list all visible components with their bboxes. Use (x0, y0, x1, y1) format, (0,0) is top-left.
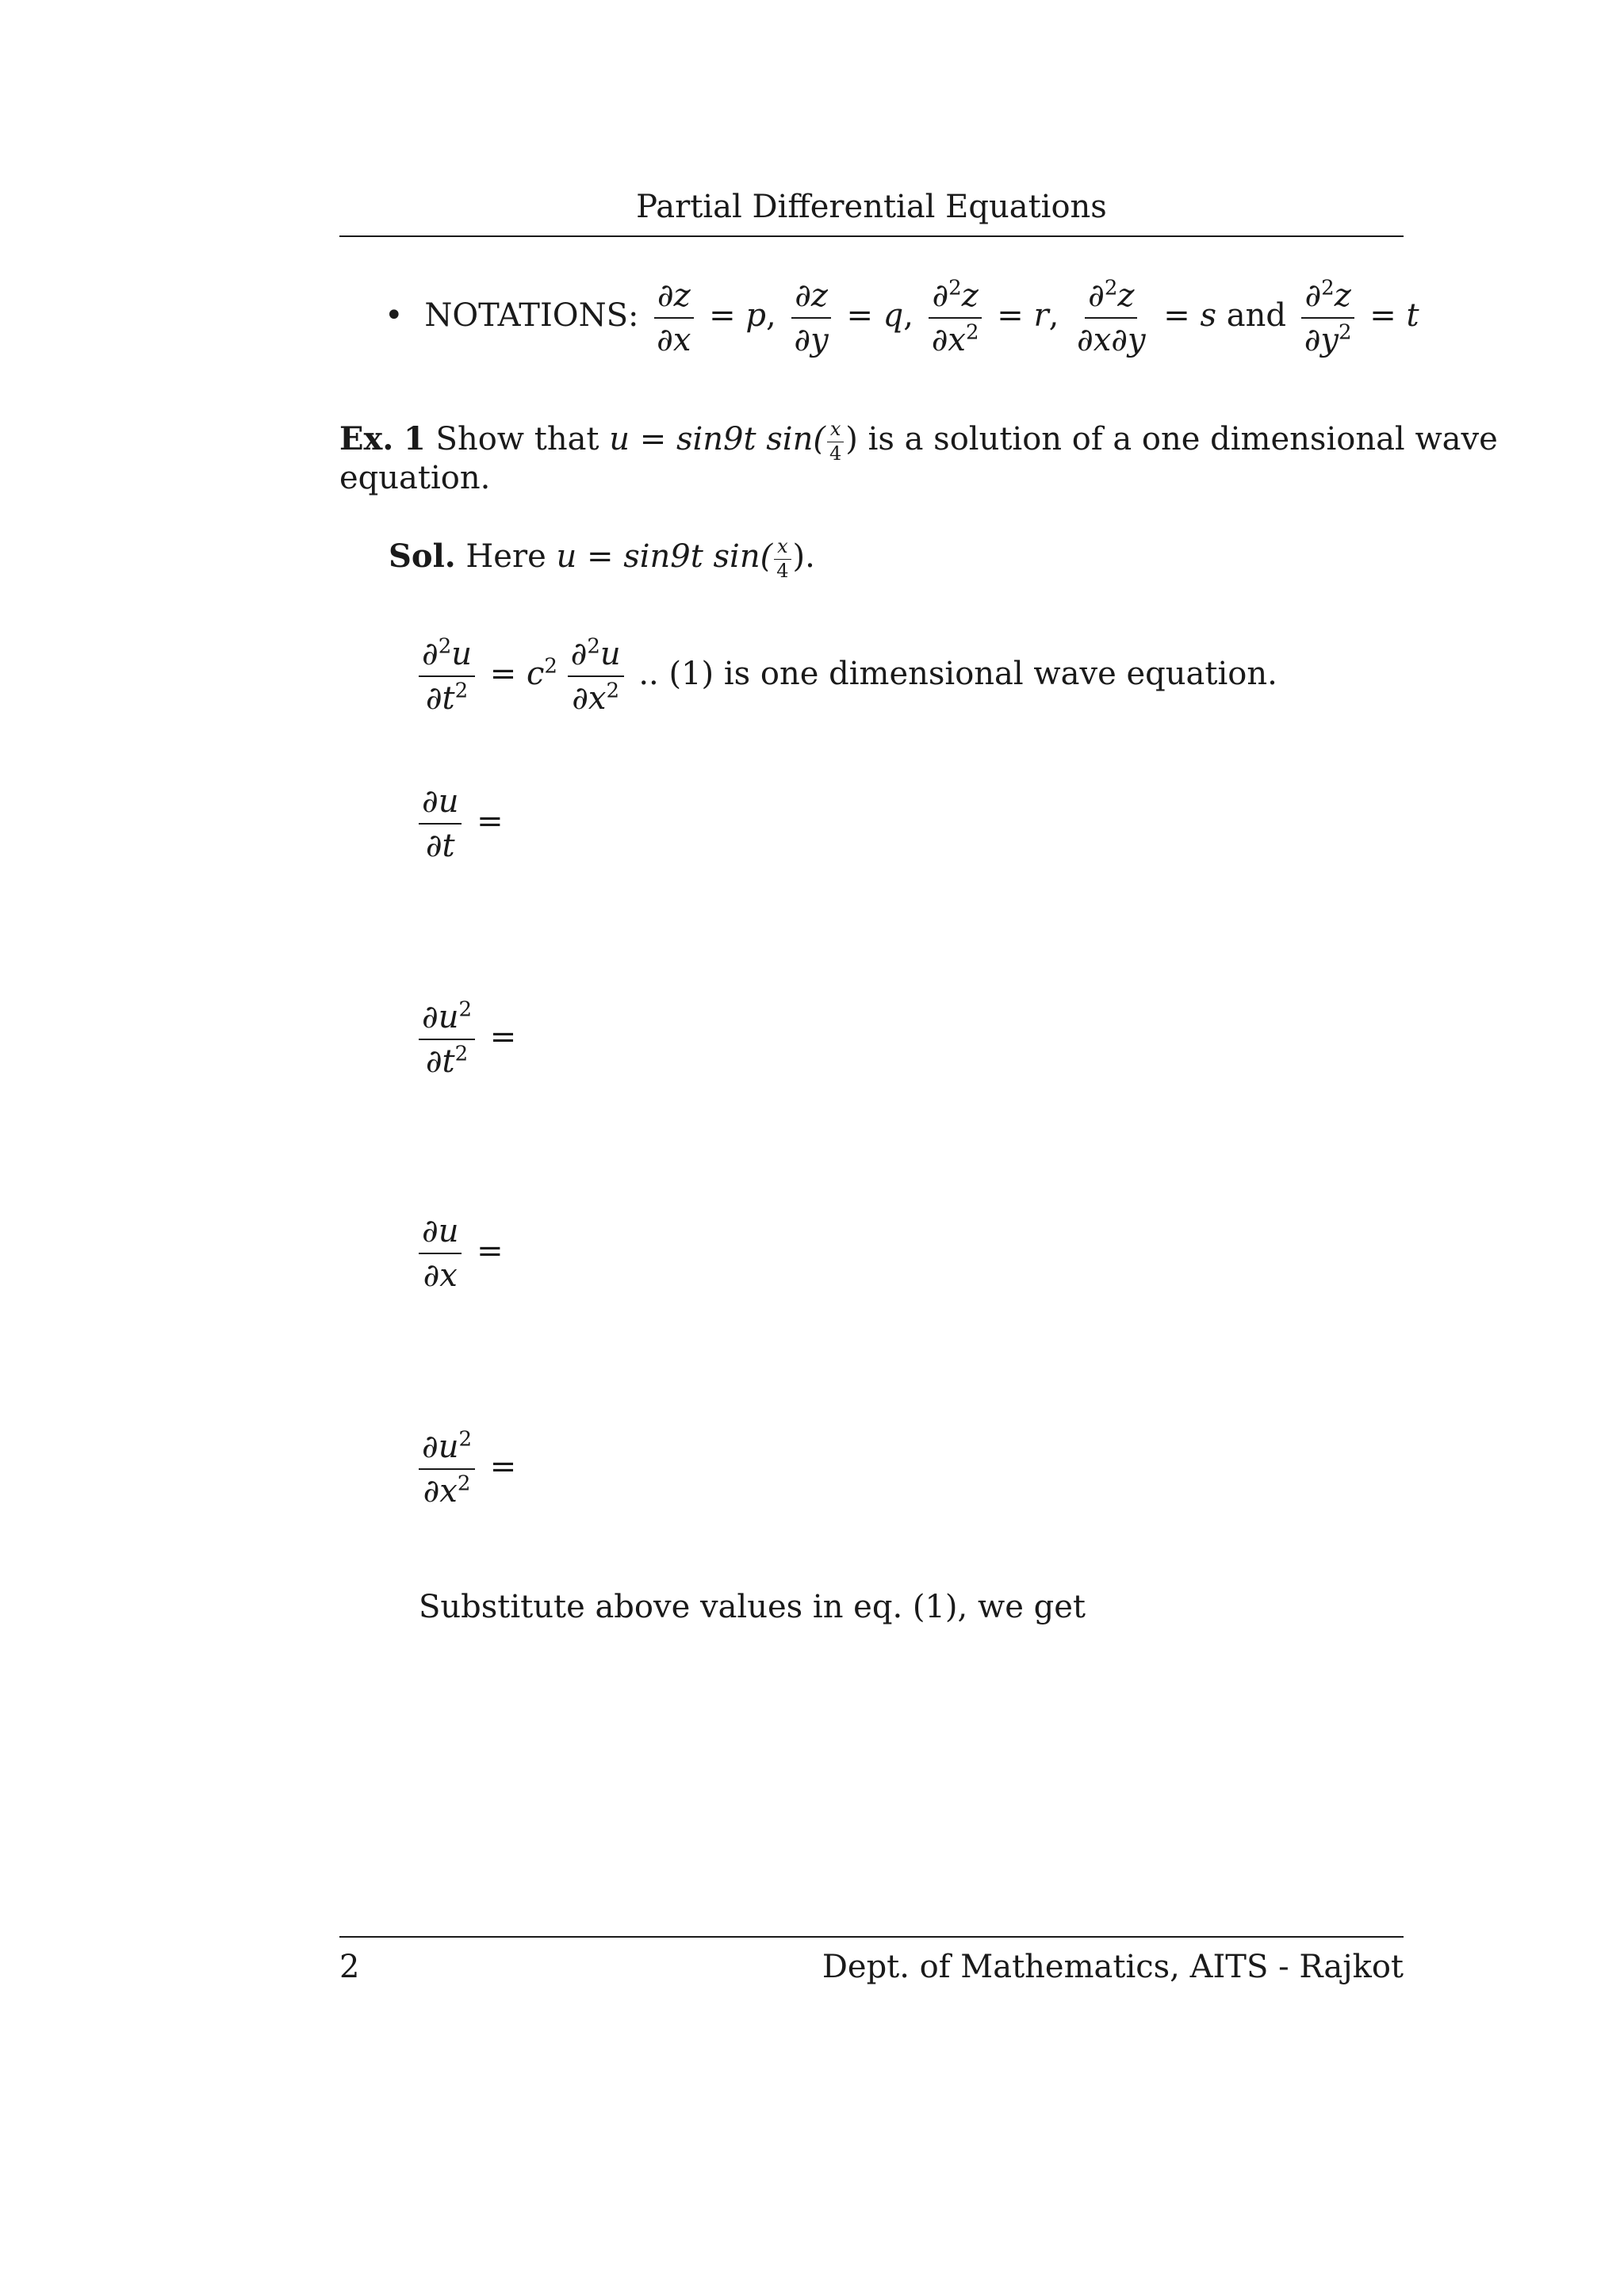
d2u-dx2-fraction: $\frac{\partial^2u}{\partial x^2}$ (568, 636, 624, 717)
substitute-text: Substitute above values in eq. (1), we get (419, 1589, 1086, 1625)
du2-dx2-fraction: $\frac{\partial u^2}{\partial x^2}$ (419, 1429, 475, 1510)
step-du2-dt2: $\frac{\partial u^2}{\partial t^2}$ = (419, 999, 516, 1080)
d2z-dx2-fraction: $\frac{\partial^2z}{\partial x^2}$ (929, 277, 982, 358)
example-line-2: equation. (339, 460, 491, 496)
d2z-dy2-fraction: $\frac{\partial^2z}{\partial y^2}$ (1301, 277, 1355, 358)
d2u-dt2-fraction: $\frac{\partial^2u}{\partial t^2}$ (419, 636, 475, 717)
footer-rule (339, 1936, 1404, 1938)
example-number: 1 (403, 420, 426, 458)
du-dx-fraction: $\frac{\partial u}{\partial x}$ (419, 1213, 462, 1294)
page-number: 2 (339, 1949, 360, 1985)
d2z-dxdy-fraction: $\frac{\partial^2z}{\partial x\partial y}$ (1077, 276, 1146, 358)
dz-dy-fraction: $\frac{\partial z}{\partial y}$ (791, 277, 831, 358)
page-header-title: Partial Differential Equations (636, 189, 1107, 225)
solution-label: Sol. (389, 538, 456, 576)
notations-line: • NOTATIONS: $\frac{\partial z}{\partial x}$ = p, $\frac{\partial z}{\partial y}$ = q, $\frac{\partial^2z}{\partial x^2}$ = r, $\frac{\partial^2z}{\partial x\partial y}$ = s and $\frac{\partial^2z}{\partial y^2}$ = t (385, 276, 1419, 358)
footer-dept: Dept. of Mathematics, AITS - Rajkot (822, 1949, 1404, 1985)
header-rule (339, 235, 1404, 237)
notations-label: NOTATIONS: (424, 297, 639, 334)
example-line-1: Ex. 1 Show that u = sin9t sin( $\frac{x}{4}$ ) is a solution of a one dimensional wave (339, 418, 1498, 465)
step-du-dt: $\frac{\partial u}{\partial t}$ = (419, 783, 504, 864)
x-over-4-fraction: $\frac{x}{4}$ (826, 419, 845, 465)
step-du2-dx2: $\frac{\partial u^2}{\partial x^2}$ = (419, 1429, 516, 1510)
du-dt-fraction: $\frac{\partial u}{\partial t}$ (419, 783, 462, 864)
dz-dx-fraction: $\frac{\partial z}{\partial x}$ (653, 277, 694, 358)
wave-equation-tail: .. (1) is one dimensional wave equation. (638, 656, 1277, 692)
x-over-4-fraction: $\frac{x}{4}$ (773, 536, 791, 582)
solution-line: Sol. Here u = sin9t sin( $\frac{x}{4}$ ). (389, 535, 815, 582)
bullet: • (385, 297, 404, 334)
wave-equation: $\frac{\partial^2u}{\partial t^2}$ = $c^2$ $\frac{\partial^2u}{\partial x^2}$ .. (1) is one dimensional wave equation. (419, 636, 1277, 717)
step-du-dx: $\frac{\partial u}{\partial x}$ = (419, 1213, 504, 1294)
du2-dt2-fraction: $\frac{\partial u^2}{\partial t^2}$ (419, 999, 475, 1080)
example-label: Ex. (339, 420, 394, 458)
